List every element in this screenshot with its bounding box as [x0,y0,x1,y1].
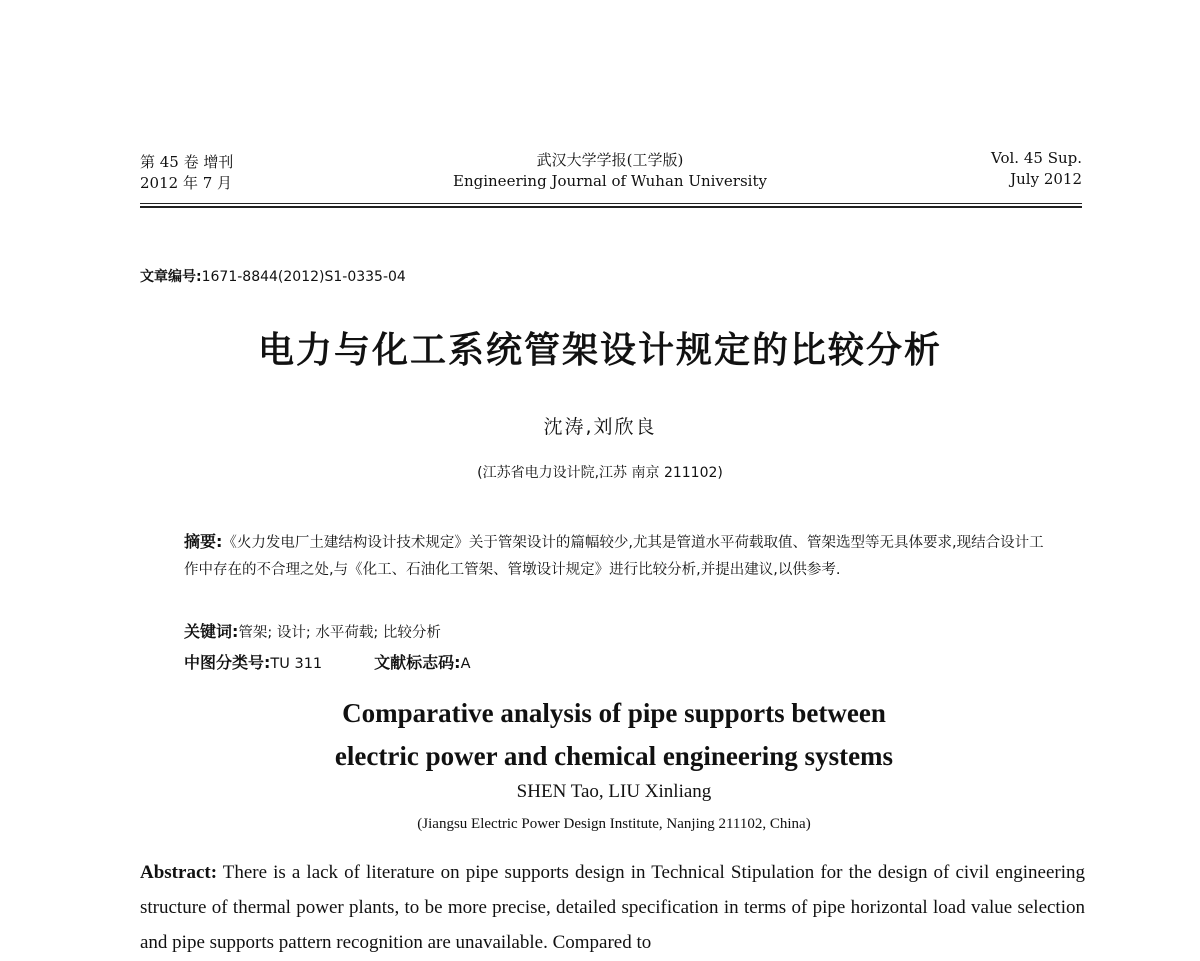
doc-code-label: 文献标志码: [374,653,461,672]
clc-label: 中图分类号: [184,653,271,672]
date-en: July 2012 [1010,170,1082,188]
clc-value: TU 311 [270,656,323,672]
title-en [0,692,1200,778]
header-center [350,150,870,192]
abstract-en [140,855,1085,960]
abstract-en-label: Abstract: [140,862,218,883]
article-number [140,266,406,286]
header-right [991,148,1082,190]
abstract-cn-label: 摘要: [184,532,223,551]
keywords-cn-text: 管架; 设计; 水平荷载; 比较分析 [238,625,441,641]
abstract-en-text: There is a lack of literature on pipe supports design in Technical Stipulation for the design of civil engineering structure of thermal power plants, to be more precise, detailed specification in terms of pipe horizontal load value selection and pipe supports pattern recognition are unavailable. Compared to [140,862,1085,953]
title-en-line1: Comparative analysis of pipe supports between [342,698,886,728]
volume-cn: 第 45 卷 增刊 [140,153,234,171]
header-rule-thick [140,206,1082,208]
affiliation-cn: (江苏省电力设计院,江苏 南京 211102) [477,465,723,481]
authors-cn: 沈涛,刘欣良 [543,416,657,438]
authors-en: SHEN Tao, LIU Xinliang [516,781,712,802]
header-left [140,152,233,194]
title-en-line2: electric power and chemical engineering systems [334,741,894,771]
doc-code-value: A [460,656,471,672]
abstract-cn-text: 《火力发电厂土建结构设计技术规定》关于管架设计的篇幅较少,尤其是管道水平荷载取值、管架选型等无具体要求,现结合设计工作中存在的不合理之处,与《化工、石油化工管架、管墩设计规定》进行比较分析,并提出建议,以供参考. [184,535,1044,578]
date-cn: 2012 年 7 月 [140,174,233,192]
volume-en: Vol. 45 Sup. [991,149,1082,167]
article-number-value: 1671-8844(2012)S1-0335-04 [201,269,406,285]
keywords-cn-label: 关键词: [184,622,239,641]
journal-en: Engineering Journal of Wuhan University [453,172,767,190]
title-cn: 电力与化工系统管架设计规定的比较分析 [257,330,942,371]
journal-cn: 武汉大学学报(工学版) [536,151,684,169]
keywords-cn [184,619,441,642]
classification [184,650,471,673]
affiliation-en: (Jiangsu Electric Power Design Institute, Nanjing 211102, China) [417,816,811,832]
header-rule-thin [140,203,1082,204]
abstract-cn [184,528,1044,584]
article-number-label: 文章编号: [140,269,202,285]
